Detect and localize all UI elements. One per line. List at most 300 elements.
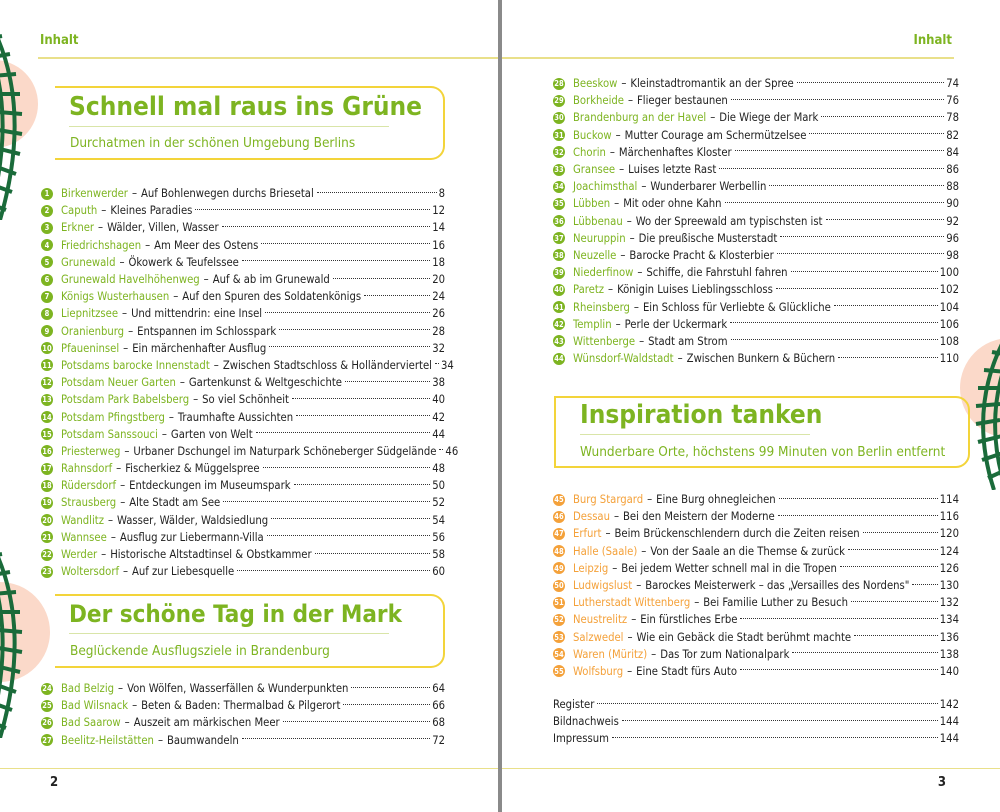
entry-description: Auf zur Liebesquelle (132, 565, 235, 579)
entry-page-number: 20 (432, 273, 445, 287)
entry-page-number: 126 (939, 561, 959, 575)
dot-leader (242, 738, 430, 739)
toc-entry[interactable] (553, 611, 959, 628)
entry-separator: – (118, 682, 124, 696)
toc-entry[interactable] (41, 185, 445, 202)
entry-page-number: 84 (946, 145, 959, 159)
entry-description: Zwischen Bunkern & Büchern (686, 352, 836, 366)
entry-separator: – (641, 544, 647, 558)
entry-place-link[interactable]: Liepnitzsee (61, 307, 119, 321)
entry-number-badge: 40 (554, 285, 564, 295)
entry-description: Bei jedem Wetter schnell mal in die Tropen (621, 561, 837, 575)
toc-entry[interactable] (41, 408, 445, 425)
entry-page-number: 56 (432, 530, 445, 544)
toc-entry[interactable] (553, 178, 959, 195)
entry-place-link[interactable]: Pfaueninsel (61, 341, 120, 355)
appendix-label[interactable]: Bildnachweis (553, 715, 619, 729)
entry-place-link[interactable]: Erfurt (573, 527, 602, 541)
dot-leader (435, 363, 439, 364)
dot-leader (242, 260, 430, 261)
entry-description: Ausflug zur Liebermann-Villa (119, 530, 264, 544)
entry-number-badge: 24 (42, 684, 52, 694)
section-rule (580, 434, 810, 435)
railway-track-icon (0, 30, 40, 220)
entry-place-link[interactable]: Wittenberge (573, 334, 636, 348)
entry-number-badge: 16 (42, 446, 52, 456)
toc-entry[interactable] (41, 494, 445, 511)
entry-description: Bei den Meistern der Moderne (623, 510, 775, 524)
entry-description: Auszeit am märkischen Meer (133, 716, 280, 730)
entry-place-link[interactable]: Potsdam Neuer Garten (61, 376, 176, 390)
entry-separator: – (145, 238, 151, 252)
entry-number-badge: 39 (554, 268, 564, 278)
entry-separator: – (116, 462, 122, 476)
entry-description: Eine Burg ohnegleichen (656, 493, 776, 507)
entry-number-badge: 29 (554, 96, 564, 106)
toc-list (553, 75, 959, 367)
entry-place-link[interactable]: Ludwigslust (573, 579, 633, 593)
toc-entry[interactable] (41, 680, 445, 697)
dot-leader (912, 584, 937, 585)
section-rule (69, 633, 389, 634)
header-rule (502, 57, 954, 59)
toc-entry[interactable] (553, 333, 959, 350)
dot-leader (848, 549, 938, 550)
entry-number-badge: 36 (554, 216, 564, 226)
entry-number-badge: 26 (42, 718, 52, 728)
entry-description: Am Meer des Ostens (154, 238, 259, 252)
entry-number-badge: 2 (41, 205, 53, 217)
section-title: Inspiration tanken (580, 400, 823, 430)
entry-number-badge: 3 (41, 222, 53, 234)
toc-entry[interactable] (41, 219, 445, 236)
entry-page-number: 38 (432, 376, 445, 390)
toc-entry[interactable] (553, 92, 959, 109)
appendix-entry[interactable] (553, 730, 959, 747)
section-title: Der schöne Tag in der Mark (69, 600, 402, 628)
toc-entry[interactable] (553, 281, 959, 298)
entry-separator: – (710, 111, 716, 125)
entry-description: Bei Familie Luther zu Besuch (703, 596, 848, 610)
entry-place-link[interactable]: Königs Wusterhausen (61, 290, 170, 304)
dot-leader (292, 398, 430, 399)
entry-description: Beten & Baden: Thermalbad & Pilgerort (141, 699, 341, 713)
entry-separator: – (639, 334, 645, 348)
toc-entry[interactable] (553, 213, 959, 230)
entry-place-link[interactable]: Rüdersdorf (61, 479, 117, 493)
entry-number-badge: 35 (554, 199, 564, 209)
entry-place-link[interactable]: Grunewald (61, 255, 116, 269)
entry-place-link[interactable]: Friedrichshagen (61, 238, 142, 252)
entry-page-number: 42 (432, 410, 445, 424)
entry-separator: – (124, 716, 130, 730)
entry-separator: – (101, 204, 107, 218)
entry-number-badge: 11 (42, 360, 52, 370)
dot-leader (439, 449, 443, 450)
entry-separator: – (613, 510, 620, 524)
entry-place-link[interactable]: Beeskow (573, 77, 618, 91)
entry-place-link[interactable]: Wünsdorf-Waldstadt (573, 352, 674, 366)
toc-entry[interactable] (41, 323, 445, 340)
entry-description: Urbaner Dschungel im Naturpark Schöneberger Südgelände (133, 444, 437, 458)
entry-number-badge: 49 (554, 563, 564, 573)
dot-leader (834, 305, 938, 306)
toc-entry[interactable] (41, 546, 445, 563)
entry-page-number: 138 (939, 647, 959, 661)
entry-number-badge: 50 (554, 581, 564, 591)
entry-page-number: 28 (432, 324, 445, 338)
entry-place-link[interactable]: Niederfinow (573, 266, 634, 280)
toc-entry[interactable] (41, 271, 445, 288)
entry-place-link[interactable]: Woltersdorf (61, 565, 119, 579)
dot-leader (809, 133, 944, 134)
entry-place-link[interactable]: Halle (Saale) (573, 544, 638, 558)
entry-description: Die preußische Musterstadt (638, 231, 778, 245)
entry-separator: – (131, 187, 137, 201)
entry-separator: – (608, 283, 614, 297)
entry-separator: – (626, 214, 632, 228)
entry-page-number: 86 (946, 163, 959, 177)
toc-entry[interactable] (553, 75, 959, 92)
entry-place-link[interactable]: Strausberg (61, 496, 117, 510)
running-header: Inhalt (40, 33, 79, 48)
entry-description: Auf & ab im Grunewald (212, 273, 330, 287)
dot-leader (279, 329, 430, 330)
entry-description: Mit oder ohne Kahn (623, 197, 722, 211)
entry-separator: – (193, 393, 199, 407)
toc-entry[interactable] (553, 350, 959, 367)
toc-entry[interactable] (41, 374, 445, 391)
entry-place-link[interactable]: Werder (61, 548, 98, 562)
entry-page-number: 108 (939, 334, 959, 348)
entry-page-number: 130 (939, 579, 959, 593)
dot-leader (294, 484, 431, 485)
entry-number-badge: 45 (554, 495, 564, 505)
toc-entry[interactable] (553, 144, 959, 161)
toc-entry[interactable] (553, 195, 959, 212)
entry-number-badge: 21 (42, 532, 52, 542)
footer-rule (0, 768, 498, 769)
toc-entry[interactable] (41, 460, 445, 477)
toc-entry[interactable] (553, 646, 959, 663)
entry-page-number: 110 (939, 352, 959, 366)
entry-description: Traumhafte Aussichten (177, 410, 294, 424)
dot-leader (622, 720, 938, 721)
entry-separator: – (620, 248, 626, 262)
entry-description: Ein fürstliches Erbe (640, 613, 738, 627)
entry-page-number: 12 (432, 204, 445, 218)
entry-place-link[interactable]: Wandlitz (61, 513, 104, 527)
entry-separator: – (119, 255, 125, 269)
footer-rule (502, 768, 1000, 769)
appendix-label[interactable]: Impressum (553, 732, 609, 746)
entry-description: Entspannen im Schlosspark (137, 324, 277, 338)
entry-number-badge: 13 (42, 395, 52, 405)
entry-number-badge: 54 (554, 649, 564, 659)
toc-entry[interactable] (41, 202, 445, 219)
entry-place-link[interactable]: Lübbenau (573, 214, 623, 228)
dot-leader (222, 226, 431, 227)
toc-entry[interactable] (553, 508, 959, 525)
entry-page-number: 88 (946, 180, 959, 194)
appendix-entry[interactable] (553, 713, 959, 730)
entry-page-number: 18 (432, 255, 445, 269)
entry-page-number: 124 (939, 544, 959, 558)
entry-separator: – (614, 197, 620, 211)
toc-entry[interactable] (553, 629, 959, 646)
toc-entry[interactable] (553, 127, 959, 144)
dot-leader (345, 381, 430, 382)
entry-description: Kleines Paradies (110, 204, 193, 218)
toc-entry[interactable] (41, 237, 445, 254)
toc-entry[interactable] (553, 230, 959, 247)
entry-place-link[interactable]: Brandenburg an der Havel (573, 111, 707, 125)
toc-entry[interactable] (553, 663, 959, 680)
entry-page-number: 72 (432, 733, 445, 747)
entry-place-link[interactable]: Joachimsthal (573, 180, 638, 194)
entry-place-link[interactable]: Oranienburg (61, 324, 125, 338)
entry-separator: – (157, 733, 163, 747)
entry-page-number: 120 (939, 527, 959, 541)
dot-leader (851, 601, 938, 602)
entry-place-link[interactable]: Potsdam Pfingstberg (61, 410, 165, 424)
entry-number-badge: 31 (554, 130, 564, 140)
toc-entry[interactable] (41, 443, 459, 460)
dot-leader (826, 219, 945, 220)
toc-entry[interactable] (553, 264, 959, 281)
toc-entry[interactable] (41, 254, 445, 271)
entry-place-link[interactable]: Lübben (573, 197, 611, 211)
entry-page-number: 140 (939, 664, 959, 678)
entry-place-link[interactable]: Potsdams barocke Innenstadt (61, 358, 210, 372)
entry-description: Historische Altstadtinsel & Obstkammer (110, 548, 312, 562)
entry-place-link[interactable]: Buckow (573, 128, 612, 142)
toc-entry[interactable] (553, 594, 959, 611)
entry-place-link[interactable]: Dessau (573, 510, 610, 524)
entry-separator: – (120, 496, 126, 510)
entry-page-number: 98 (946, 248, 959, 262)
entry-place-link[interactable]: Chorin (573, 145, 606, 159)
entry-description: Von Wölfen, Wasserfällen & Wunderpunkten (127, 682, 349, 696)
toc-entry[interactable] (41, 714, 445, 731)
entry-description: Auf den Spuren des Soldatenkönigs (182, 290, 362, 304)
toc-entry[interactable] (553, 543, 959, 560)
entry-page-number: 136 (939, 630, 959, 644)
toc-entry[interactable] (553, 491, 959, 508)
entry-separator: – (627, 630, 633, 644)
entry-place-link[interactable]: Neustrelitz (573, 613, 628, 627)
dot-leader (237, 570, 430, 571)
section-title: Schnell mal raus ins Grüne (69, 92, 423, 122)
entry-separator: – (636, 579, 642, 593)
entry-separator: – (173, 290, 179, 304)
entry-description: So viel Schönheit (202, 393, 289, 407)
entry-number-badge: 55 (554, 666, 564, 676)
entry-separator: – (627, 94, 634, 108)
entry-description: Wälder, Villen, Wasser (107, 221, 219, 235)
entry-separator: – (641, 180, 647, 194)
dot-leader (283, 721, 431, 722)
entry-place-link[interactable]: Wolfsburg (573, 664, 624, 678)
entry-place-link[interactable]: Leipzig (573, 561, 609, 575)
dot-leader (195, 209, 430, 210)
entry-place-link[interactable]: Rahnsdorf (61, 462, 113, 476)
entry-page-number: 34 (440, 358, 454, 372)
entry-page-number: 14 (432, 221, 445, 235)
page-number: 2 (50, 775, 59, 790)
toc-entry[interactable] (553, 316, 959, 333)
entry-place-link[interactable]: Birkenwerder (61, 187, 128, 201)
entry-description: Wunderbarer Werbellin (650, 180, 767, 194)
entry-place-link[interactable]: Bad Belzig (61, 682, 115, 696)
toc-entry[interactable] (553, 109, 959, 126)
toc-entry[interactable] (553, 161, 959, 178)
entry-description: Wo der Spreewald am typischsten ist (635, 214, 823, 228)
toc-entry[interactable] (553, 577, 959, 594)
entry-place-link[interactable]: Potsdam Sanssouci (61, 427, 158, 441)
toc-entry[interactable] (41, 563, 445, 580)
entry-page-number: 66 (432, 699, 445, 713)
dot-leader (778, 515, 938, 516)
toc-entry[interactable] (553, 560, 959, 577)
entry-place-link[interactable]: Beelitz-Heilstätten (61, 733, 154, 747)
entry-place-link[interactable]: Grunewald Havelhöhenweg (61, 273, 200, 287)
dot-leader (263, 467, 431, 468)
toc-entry[interactable] (41, 357, 454, 374)
entry-place-link[interactable]: Borkheide (573, 94, 624, 108)
entry-separator: – (128, 324, 134, 338)
entry-page-number: 48 (432, 462, 445, 476)
dot-leader (769, 185, 944, 186)
toc-entry[interactable] (41, 305, 445, 322)
entry-page-number: 8 (438, 187, 445, 201)
entry-description: Auf Bohlenwegen durchs Briesetal (140, 187, 314, 201)
section-rule (69, 126, 389, 127)
entry-description: Baumwandeln (166, 733, 239, 747)
appendix-page-number: 144 (939, 715, 959, 729)
entry-number-badge: 37 (554, 233, 564, 243)
entry-place-link[interactable]: Caputh (61, 204, 98, 218)
entry-page-number: 54 (432, 513, 445, 527)
entry-description: Zwischen Stadtschloss & Holländerviertel (222, 358, 432, 372)
toc-entry[interactable] (41, 391, 445, 408)
entry-separator: – (120, 479, 126, 493)
entry-separator: – (132, 699, 138, 713)
toc-entry[interactable] (41, 426, 445, 443)
entry-number-badge: 22 (42, 550, 52, 560)
entry-page-number: 114 (939, 493, 959, 507)
entry-page-number: 52 (432, 496, 445, 510)
entry-description: Königin Luises Lieblingsschloss (617, 283, 773, 297)
entry-place-link[interactable]: Priesterweg (61, 444, 121, 458)
entry-separator: – (615, 128, 621, 142)
entry-place-link[interactable]: Erkner (61, 221, 95, 235)
entry-number-badge: 46 (554, 512, 564, 522)
dot-leader (351, 687, 430, 688)
entry-place-link[interactable]: Neuzelle (573, 248, 617, 262)
entry-place-link[interactable]: Gransee (573, 163, 616, 177)
entry-place-link[interactable]: Paretz (573, 283, 605, 297)
dot-leader (343, 704, 430, 705)
entry-place-link[interactable]: Bad Saarow (61, 716, 121, 730)
entry-place-link[interactable]: Salzwedel (573, 630, 624, 644)
entry-place-link[interactable]: Potsdam Park Babelsberg (61, 393, 190, 407)
entry-description: Kleinstadtromantik an der Spree (630, 77, 794, 91)
dot-leader (863, 532, 938, 533)
dot-leader (267, 535, 431, 536)
entry-number-badge: 52 (554, 615, 564, 625)
entry-page-number: 74 (946, 77, 959, 91)
entry-page-number: 46 (445, 444, 459, 458)
toc-list (41, 680, 445, 749)
dot-leader (730, 322, 938, 323)
entry-place-link[interactable]: Waren (Müritz) (573, 647, 648, 661)
dot-leader (735, 150, 944, 151)
entry-separator: – (123, 565, 129, 579)
entry-page-number: 58 (432, 548, 445, 562)
entry-description: Wie ein Gebäck die Stadt berühmt machte (636, 630, 852, 644)
appendix-entry[interactable] (553, 696, 959, 713)
entry-place-link[interactable]: Lutherstadt Wittenberg (573, 596, 691, 610)
toc-entry[interactable] (41, 732, 445, 749)
entry-separator: – (633, 300, 639, 314)
toc-entry[interactable] (553, 298, 959, 315)
entry-place-link[interactable]: Neuruppin (573, 231, 626, 245)
dot-leader (776, 288, 938, 289)
entry-place-link[interactable]: Rheinsberg (573, 300, 630, 314)
entry-number-badge: 18 (42, 481, 52, 491)
toc-entry[interactable] (41, 697, 445, 714)
appendix-label[interactable]: Register (553, 698, 595, 712)
dot-leader (317, 192, 437, 193)
dot-leader (597, 703, 937, 704)
section-subtitle: Wunderbare Orte, höchstens 99 Minuten von Berlin entfernt (580, 444, 946, 460)
page-number: 3 (937, 775, 946, 790)
entry-page-number: 132 (939, 596, 959, 610)
entry-separator: – (637, 266, 643, 280)
toc-entry[interactable] (41, 529, 445, 546)
entry-number-badge: 4 (41, 239, 53, 251)
entry-number-badge: 42 (554, 319, 564, 329)
dot-leader (725, 202, 945, 203)
entry-place-link[interactable]: Burg Stargard (573, 493, 644, 507)
toc-entry[interactable] (41, 340, 445, 357)
entry-number-badge: 30 (554, 113, 564, 123)
dot-leader (777, 253, 944, 254)
entry-page-number: 96 (946, 231, 959, 245)
entry-description: Die Wiege der Mark (719, 111, 819, 125)
toc-entry[interactable] (553, 525, 959, 542)
entry-separator: – (647, 493, 653, 507)
entry-separator: – (629, 231, 635, 245)
entry-page-number: 40 (432, 393, 445, 407)
entry-page-number: 78 (946, 111, 959, 125)
entry-place-link[interactable]: Templin (573, 317, 612, 331)
entry-number-badge: 51 (554, 598, 564, 608)
toc-entry[interactable] (41, 477, 445, 494)
entry-place-link[interactable]: Bad Wilsnack (61, 699, 129, 713)
entry-description: Alte Stadt am See (129, 496, 221, 510)
dot-leader (791, 271, 938, 272)
entry-description: Barocke Pracht & Klosterbier (629, 248, 774, 262)
entry-description: Das Tor zum Nationalpark (660, 647, 790, 661)
toc-entry[interactable] (41, 512, 445, 529)
toc-entry[interactable] (553, 247, 959, 264)
entry-place-link[interactable]: Wannsee (61, 530, 107, 544)
toc-entry[interactable] (41, 288, 445, 305)
entry-description: Ein märchenhafter Ausflug (132, 341, 267, 355)
entry-number-badge: 8 (41, 308, 53, 320)
